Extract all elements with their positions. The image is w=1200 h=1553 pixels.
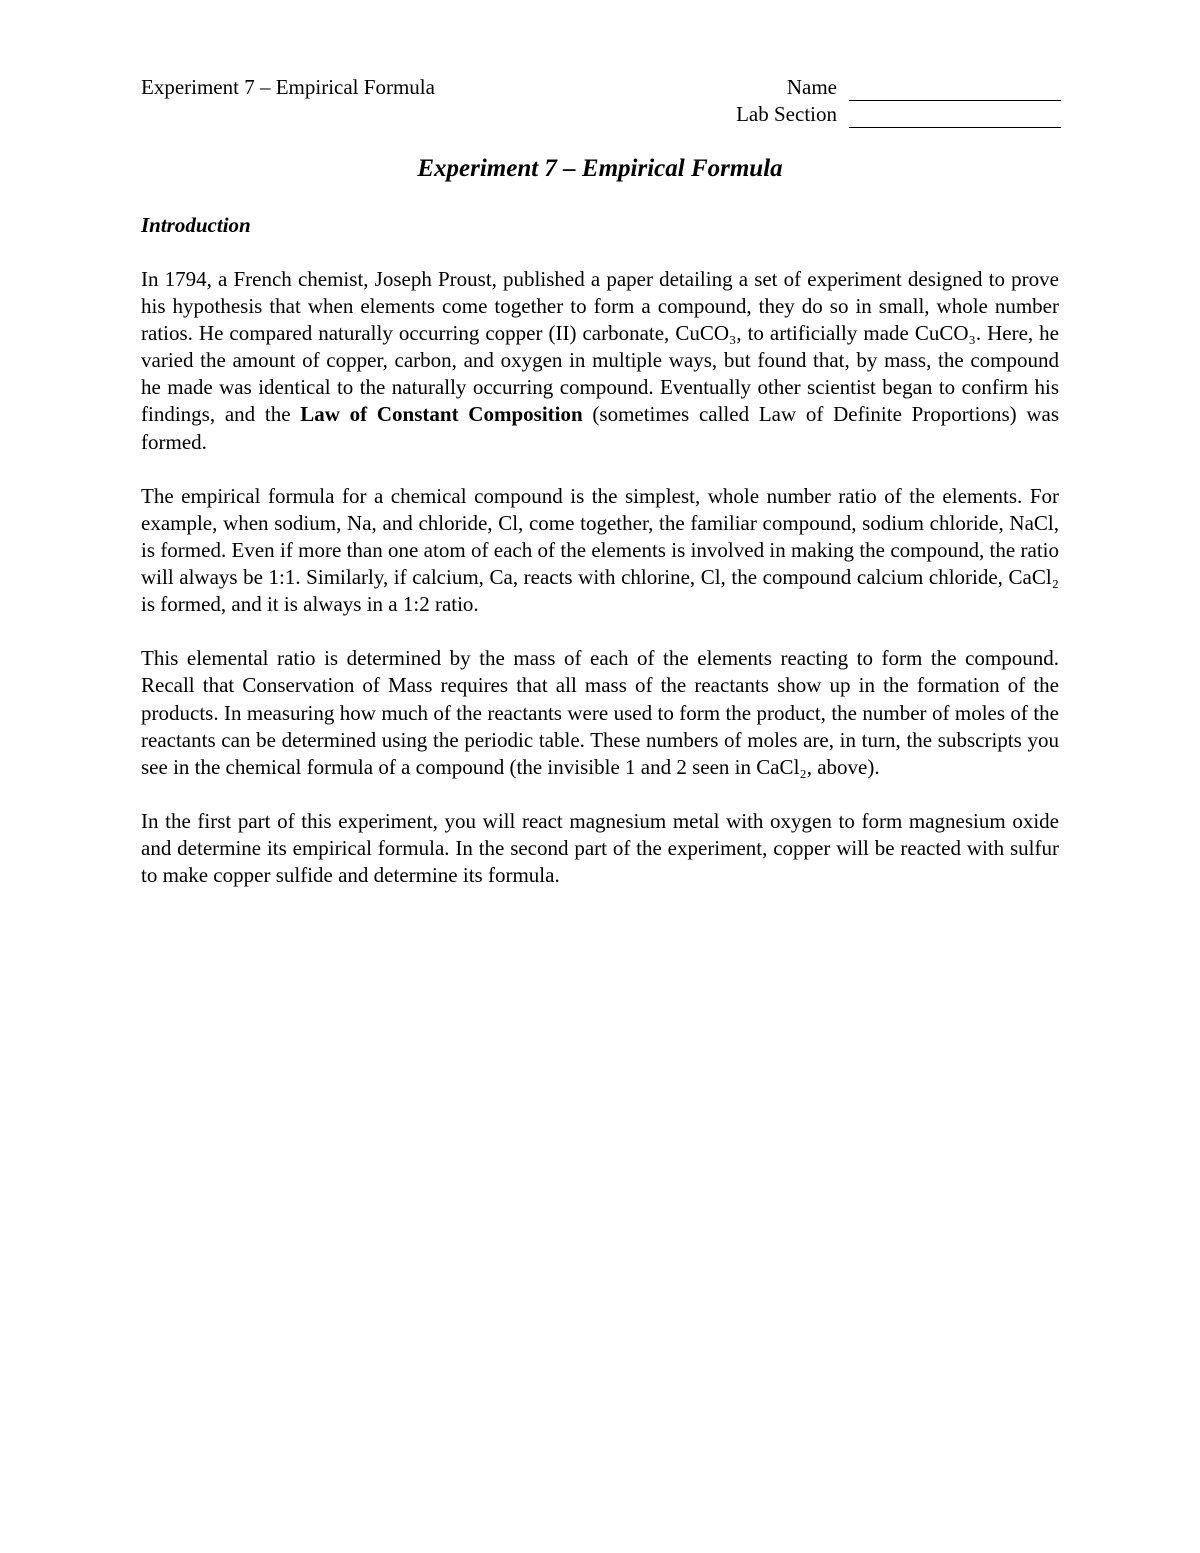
section-heading: Introduction [141, 213, 251, 237]
paragraph-2: The empirical formula for a chemical compound is the simplest, whole number ratio of the elements. For example, when sodium, Na, and chloride, Cl, come together, the familiar compound, sodium chloride, NaCl, is formed. Even if more than one atom of each of the elements is involved in making the compound, the ratio will always be 1:1. Similarly, if calcium, Ca, reacts with chlorine, Cl, the compound calcium chloride, CaCl₂ is formed, and it is always in a 1:2 ratio. [141, 483, 1059, 617]
lab-section-blank-line[interactable] [849, 106, 1061, 128]
running-header-title: Experiment 7 – Empirical Formula [141, 75, 435, 99]
name-row [721, 74, 1061, 101]
paragraph-4: In the first part of this experiment, you will react magnesium metal with oxygen to form magnesium oxide and determine its empirical formula. In the second part of the experiment, copper will be reacted with sulfur to make copper sulfide and determine its formula. [141, 808, 1059, 888]
lab-section-label: Lab Section [736, 102, 837, 126]
paragraph-3: This elemental ratio is determined by the mass of each of the elements reacting to form the compound. Recall that Conservation of Mass requires that all mass of the reactants show up in the formation of the products. In measuring how much of the reactants were used to form the product, the number of moles of the reactants can be determined using the periodic table. These numbers of moles are, in turn, the subscripts you see in the chemical formula of a compound (the invisible 1 and 2 seen in CaCl₂, above). [141, 646, 1059, 779]
introduction-body [141, 266, 1059, 916]
law-term: Law of Constant Composition [300, 402, 583, 427]
name-blank-line[interactable] [849, 79, 1061, 101]
paragraph-1-text-b: (sometimes called Law of Definite Proportions) was formed. [141, 402, 1060, 454]
paragraph-1-text-a: In 1794, a French chemist, Joseph Proust, published a paper detailing a set of experiment designed to prove his hypothesis that when elements come together to form a compound, they do so in small, whole number ratios. He compared naturally occurring copper (II) carbonate, CuCO₃, to artificially made CuCO₃. Here, he varied the amount of copper, carbon, and oxygen in multiple ways, but found that, by mass, the compound he made was identical to the naturally occurring compound. Eventually other scientist began to confirm his findings, and the [141, 267, 1059, 427]
lab-section-row [721, 101, 1061, 128]
name-label: Name [786, 75, 837, 99]
student-info-block [721, 74, 1061, 128]
document-title: Experiment 7 – Empirical Formula [417, 155, 783, 182]
paragraph-1 [141, 266, 1059, 456]
